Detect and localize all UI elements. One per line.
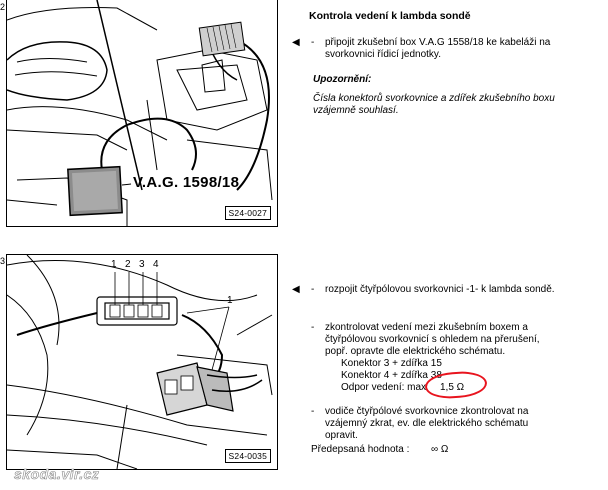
expected-label: Předepsaná hodnota : [311,444,410,455]
connector-pair-2: Konektor 4 + zdířka 38 [341,370,442,381]
pointer-arrow-icon: ◀ [292,284,300,295]
engine-bay-illustration [7,0,277,226]
figure-four-pin-connector [6,254,278,470]
bullet-dash: - [311,322,315,333]
bullet-dash: - [311,284,315,295]
instruction-short-check: vodiče čtyřpólové svorkovnice zkontrolovat na vzájemný zkrat, ev. dle elektrického schématu opravit. [325,406,529,441]
figure-2-marker: 3 [0,256,6,266]
page-title: Kontrola vedení k lambda sondě [309,10,471,22]
callout-number: 1 [227,295,233,306]
watermark: skoda.vir.cz [14,466,100,482]
connector-pair-1: Konektor 3 + zdířka 15 [341,358,442,369]
pin-number-4: 4 [153,259,159,270]
expected-value: ∞ Ω [431,444,449,455]
connector-illustration [7,255,277,469]
pin-number-1: 1 [111,259,117,270]
pin-number-2: 2 [125,259,131,270]
instruction-connect-box: připojit zkušební box V.A.G 1558/18 ke kabeláži na svorkovnici řídicí jednotky. [325,37,551,60]
instruction-check-wiring: zkontrolovat vedení mezi zkušebním boxem a čtyřpólovou svorkovnicí s ohledem na přerušení, popř. opravte dle elektrického schématu. [325,322,540,357]
pin-number-3: 3 [139,259,145,270]
resistance-value: 1,5 Ω [440,382,465,393]
figure-1-marker: 2 [0,2,6,12]
device-label: V.A.G. 1598/18 [133,174,240,191]
resistance-label: Odpor vedení: max [341,382,427,393]
test-box [68,167,122,216]
pointer-arrow-icon: ◀ [292,37,300,48]
bullet-dash: - [311,406,315,417]
instruction-disconnect: rozpojit čtyřpólovou svorkovnici -1- k lambda sondě. [325,284,555,295]
note-heading: Upozornění: [313,74,372,85]
note-text: Čísla konektorů svorkovnice a zdířek zkušebního boxu vzájemně souhlasí. [313,93,555,116]
bullet-dash: - [311,37,315,48]
figure-code: S24-0027 [225,206,271,220]
figure-code: S24-0035 [225,449,271,463]
figure-engine-bay-test-box [6,0,278,227]
